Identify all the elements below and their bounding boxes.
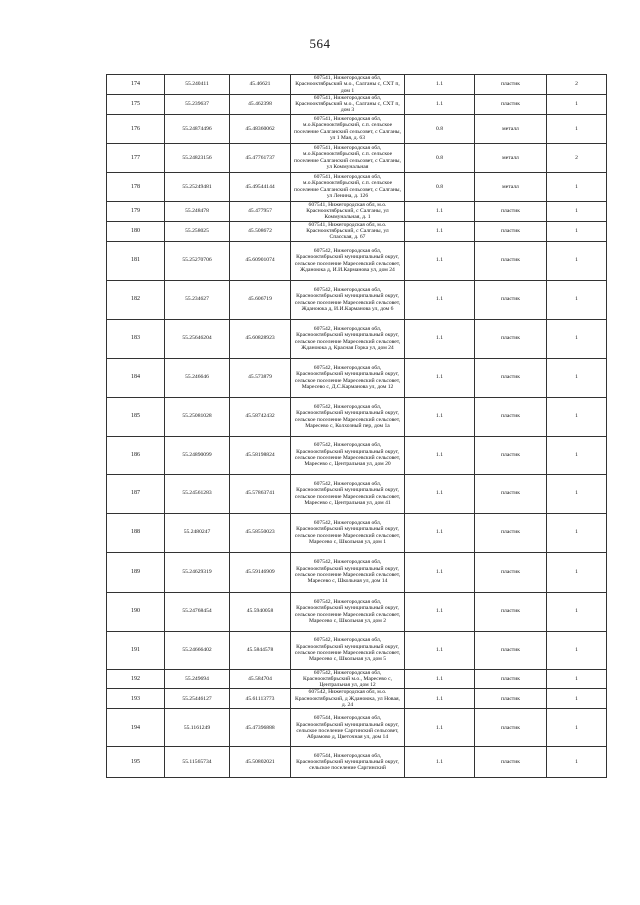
quantity-cell: 1 bbox=[547, 94, 607, 114]
row-number-cell: 183 bbox=[107, 319, 165, 358]
material-cell: пластик bbox=[475, 747, 547, 778]
table-row bbox=[107, 114, 607, 143]
material-cell: пластик bbox=[475, 689, 547, 709]
quantity-cell: 1 bbox=[547, 319, 607, 358]
address-cell: 607542, Нижегородская обл, Краснооктябрьский муниципальный округ, сельское поселение Маресевский сельсовет, Маресево с, Колхозный пер, дом 1а bbox=[291, 397, 405, 436]
volume-cell: 1.1 bbox=[405, 631, 475, 669]
volume-cell: 1.1 bbox=[405, 592, 475, 631]
row-number-cell: 191 bbox=[107, 631, 165, 669]
address-cell: 607542, Нижегородская обл, Краснооктябрьский муниципальный округ, сельское поселение Маресевский сельсовет, Маресево с, Школьная ул, дом 1 bbox=[291, 513, 405, 552]
latitude-cell: 55.248478 bbox=[165, 201, 230, 221]
volume-cell: 1.1 bbox=[405, 397, 475, 436]
latitude-cell: 55.25081028 bbox=[165, 397, 230, 436]
row-number-cell: 175 bbox=[107, 94, 165, 114]
address-cell: 607542, Нижегородская обл, Краснооктябрьский м.о., Маресево с, Центральная ул, дом 12 bbox=[291, 669, 405, 689]
address-cell: 607541, Нижегородская обл, м.о.Краснооктябрьский, с.п. сельское поселение Салганский сельсовет, с Салганы, ул Ленина, д. 126 bbox=[291, 172, 405, 201]
quantity-cell: 1 bbox=[547, 436, 607, 474]
table-row bbox=[107, 747, 607, 778]
quantity-cell: 1 bbox=[547, 474, 607, 513]
longitude-cell: 45.573879 bbox=[230, 358, 291, 397]
row-number-cell: 185 bbox=[107, 397, 165, 436]
volume-cell: 0.8 bbox=[405, 114, 475, 143]
volume-cell: 1.1 bbox=[405, 221, 475, 241]
longitude-cell: 45.57863741 bbox=[230, 474, 291, 513]
material-cell: металл bbox=[475, 114, 547, 143]
quantity-cell: 2 bbox=[547, 143, 607, 172]
material-cell: пластик bbox=[475, 631, 547, 669]
longitude-cell: 45.50802021 bbox=[230, 747, 291, 778]
quantity-cell: 1 bbox=[547, 201, 607, 221]
quantity-cell: 1 bbox=[547, 747, 607, 778]
longitude-cell: 45.59146909 bbox=[230, 552, 291, 592]
row-number-cell: 187 bbox=[107, 474, 165, 513]
table-row bbox=[107, 592, 607, 631]
address-cell: 607542, Нижегородская обл, Краснооктябрьский муниципальный округ, сельское поселение Маресевский сельсовет, Жданоюка д, Красная Горка ул, дом 24 bbox=[291, 319, 405, 358]
table-row bbox=[107, 280, 607, 319]
volume-cell: 0.8 bbox=[405, 143, 475, 172]
longitude-cell: 45.58742432 bbox=[230, 397, 291, 436]
table-row bbox=[107, 201, 607, 221]
latitude-cell: 55.24823156 bbox=[165, 143, 230, 172]
volume-cell: 1.1 bbox=[405, 552, 475, 592]
address-cell: 607541, Нижегородская обл, м.о.Краснооктябрьский, с.п. сельское поселение Салганский сельсовет, с Салганы, ул Коммунальная bbox=[291, 143, 405, 172]
table-row bbox=[107, 474, 607, 513]
quantity-cell: 1 bbox=[547, 709, 607, 747]
volume-cell: 1.1 bbox=[405, 75, 475, 95]
row-number-cell: 176 bbox=[107, 114, 165, 143]
quantity-cell: 1 bbox=[547, 172, 607, 201]
volume-cell: 1.1 bbox=[405, 319, 475, 358]
address-cell: 607542, Нижегородская обл, Краснооктябрьский муниципальный округ, сельское поселение Маресевский сельсовет, Маресево с, Д.С.Карманова ул, дом 12 bbox=[291, 358, 405, 397]
quantity-cell: 2 bbox=[547, 75, 607, 95]
material-cell: пластик bbox=[475, 241, 547, 280]
material-cell: пластик bbox=[475, 201, 547, 221]
row-number-cell: 193 bbox=[107, 689, 165, 709]
row-number-cell: 181 bbox=[107, 241, 165, 280]
quantity-cell: 1 bbox=[547, 552, 607, 592]
volume-cell: 1.1 bbox=[405, 513, 475, 552]
latitude-cell: 55.1161249 bbox=[165, 709, 230, 747]
longitude-cell: 45.46621 bbox=[230, 75, 291, 95]
volume-cell: 1.1 bbox=[405, 689, 475, 709]
volume-cell: 1.1 bbox=[405, 241, 475, 280]
quantity-cell: 1 bbox=[547, 280, 607, 319]
row-number-cell: 188 bbox=[107, 513, 165, 552]
material-cell: пластик bbox=[475, 75, 547, 95]
longitude-cell: 45.48360062 bbox=[230, 114, 291, 143]
quantity-cell: 1 bbox=[547, 241, 607, 280]
longitude-cell: 45.60828923 bbox=[230, 319, 291, 358]
longitude-cell: 45.49544144 bbox=[230, 172, 291, 201]
longitude-cell: 45.606719 bbox=[230, 280, 291, 319]
latitude-cell: 55.239637 bbox=[165, 94, 230, 114]
address-cell: 607542, Нижегородская обл, Краснооктябрьский муниципальный округ, сельское поселение Маресевский сельсовет, Маресево с, Школьная ул, дом 14 bbox=[291, 552, 405, 592]
address-cell: 607544, Нижегородская обл, Краснооктябрьский муниципальный округ, сельское поселение Саргинский сельсовет, Абрамово д, Цветочная ул, дом 14 bbox=[291, 709, 405, 747]
table-row bbox=[107, 143, 607, 172]
material-cell: пластик bbox=[475, 397, 547, 436]
row-number-cell: 179 bbox=[107, 201, 165, 221]
latitude-cell: 55.2480247 bbox=[165, 513, 230, 552]
latitude-cell: 55.258025 bbox=[165, 221, 230, 241]
table-row bbox=[107, 241, 607, 280]
longitude-cell: 45.5940058 bbox=[230, 592, 291, 631]
row-number-cell: 190 bbox=[107, 592, 165, 631]
row-number-cell: 174 bbox=[107, 75, 165, 95]
latitude-cell: 55.24666402 bbox=[165, 631, 230, 669]
longitude-cell: 45.58550023 bbox=[230, 513, 291, 552]
quantity-cell: 1 bbox=[547, 114, 607, 143]
address-cell: 607541, Нижегородская обл, м.о. Краснооктябрьский, с Салганы, ул Спасская, д. 67 bbox=[291, 221, 405, 241]
table-row bbox=[107, 94, 607, 114]
table-row bbox=[107, 513, 607, 552]
latitude-cell: 55.25249481 bbox=[165, 172, 230, 201]
volume-cell: 0.8 bbox=[405, 172, 475, 201]
table-row bbox=[107, 669, 607, 689]
row-number-cell: 182 bbox=[107, 280, 165, 319]
volume-cell: 1.1 bbox=[405, 280, 475, 319]
table-row bbox=[107, 358, 607, 397]
latitude-cell: 55.24890099 bbox=[165, 436, 230, 474]
material-cell: пластик bbox=[475, 552, 547, 592]
longitude-cell: 45.47761737 bbox=[230, 143, 291, 172]
volume-cell: 1.1 bbox=[405, 474, 475, 513]
row-number-cell: 177 bbox=[107, 143, 165, 172]
material-cell: металл bbox=[475, 172, 547, 201]
material-cell: пластик bbox=[475, 669, 547, 689]
row-number-cell: 189 bbox=[107, 552, 165, 592]
row-number-cell: 180 bbox=[107, 221, 165, 241]
longitude-cell: 45.61113773 bbox=[230, 689, 291, 709]
longitude-cell: 45.508672 bbox=[230, 221, 291, 241]
quantity-cell: 1 bbox=[547, 631, 607, 669]
volume-cell: 1.1 bbox=[405, 709, 475, 747]
volume-cell: 1.1 bbox=[405, 358, 475, 397]
row-number-cell: 178 bbox=[107, 172, 165, 201]
address-cell: 607541, Нижегородская обл, Краснооктябрьский м.о., Салганы с, СХТ п, дом 1 bbox=[291, 75, 405, 95]
volume-cell: 1.1 bbox=[405, 747, 475, 778]
latitude-cell: 55.246646 bbox=[165, 358, 230, 397]
table-row bbox=[107, 436, 607, 474]
material-cell: пластик bbox=[475, 358, 547, 397]
table-row bbox=[107, 631, 607, 669]
latitude-cell: 55.234627 bbox=[165, 280, 230, 319]
address-cell: 607542, Нижегородская обл, Краснооктябрьский муниципальный округ, сельское поселение Маресевский сельсовет, Маресево с, Центральная ул, дом 41 bbox=[291, 474, 405, 513]
latitude-cell: 55.24874496 bbox=[165, 114, 230, 143]
address-cell: 607542, Нижегородская обл, Краснооктябрьский муниципальный округ, сельское поселение Маресевский сельсовет, Маресево с, Школьная ул, дом 2 bbox=[291, 592, 405, 631]
longitude-cell: 45.47396888 bbox=[230, 709, 291, 747]
quantity-cell: 1 bbox=[547, 689, 607, 709]
address-cell: 607542, Нижегородская обл, Краснооктябрьский муниципальный округ, сельское поселение Маресевский сельсовет, Жданоюка д, И.И.Карманова ул, дом 6 bbox=[291, 280, 405, 319]
row-number-cell: 192 bbox=[107, 669, 165, 689]
material-cell: металл bbox=[475, 143, 547, 172]
material-cell: пластик bbox=[475, 513, 547, 552]
quantity-cell: 1 bbox=[547, 592, 607, 631]
longitude-cell: 45.58198824 bbox=[230, 436, 291, 474]
quantity-cell: 1 bbox=[547, 669, 607, 689]
longitude-cell: 45.584704 bbox=[230, 669, 291, 689]
address-cell: 607544, Нижегородская обл, Краснооктябрьский муниципальный округ, сельское поселение Саргинский bbox=[291, 747, 405, 778]
quantity-cell: 1 bbox=[547, 358, 607, 397]
quantity-cell: 1 bbox=[547, 397, 607, 436]
volume-cell: 1.1 bbox=[405, 201, 475, 221]
material-cell: пластик bbox=[475, 709, 547, 747]
latitude-cell: 55.24561283 bbox=[165, 474, 230, 513]
table-row bbox=[107, 75, 607, 95]
material-cell: пластик bbox=[475, 319, 547, 358]
row-number-cell: 195 bbox=[107, 747, 165, 778]
row-number-cell: 184 bbox=[107, 358, 165, 397]
latitude-cell: 55.249694 bbox=[165, 669, 230, 689]
latitude-cell: 55.25446127 bbox=[165, 689, 230, 709]
latitude-cell: 55.24768454 bbox=[165, 592, 230, 631]
table-row bbox=[107, 689, 607, 709]
latitude-cell: 55.24629319 bbox=[165, 552, 230, 592]
material-cell: пластик bbox=[475, 474, 547, 513]
data-table bbox=[106, 74, 607, 778]
table-row bbox=[107, 221, 607, 241]
material-cell: пластик bbox=[475, 280, 547, 319]
address-cell: 607541, Нижегородская обл, м.о. Краснооктябрьский, с Салганы, ул Коммунальная, д. 1 bbox=[291, 201, 405, 221]
volume-cell: 1.1 bbox=[405, 436, 475, 474]
table-row bbox=[107, 397, 607, 436]
material-cell: пластик bbox=[475, 221, 547, 241]
latitude-cell: 55.25270706 bbox=[165, 241, 230, 280]
volume-cell: 1.1 bbox=[405, 669, 475, 689]
address-cell: 607541, Нижегородская обл, Краснооктябрьский м.о., Салганы с, СХТ п, дом 3 bbox=[291, 94, 405, 114]
address-cell: 607542, Нижегородская обл, Краснооктябрьский муниципальный округ, сельское поселение Маресевский сельсовет, Жданоюка д, И.И.Карманова ул, дом 24 bbox=[291, 241, 405, 280]
longitude-cell: 45.462398 bbox=[230, 94, 291, 114]
longitude-cell: 45.477957 bbox=[230, 201, 291, 221]
latitude-cell: 55.240411 bbox=[165, 75, 230, 95]
longitude-cell: 45.60901074 bbox=[230, 241, 291, 280]
table-row bbox=[107, 709, 607, 747]
quantity-cell: 1 bbox=[547, 513, 607, 552]
material-cell: пластик bbox=[475, 592, 547, 631]
latitude-cell: 55.25646204 bbox=[165, 319, 230, 358]
address-cell: 607542, Нижегородская обл, Краснооктябрьский муниципальный округ, сельское поселение Маресевский сельсовет, Маресево с, Центральная ул, дом 20 bbox=[291, 436, 405, 474]
table-row bbox=[107, 552, 607, 592]
address-cell: 607541, Нижегородская обл, м.о.Краснооктябрьский, с.п. сельское поселение Салганский сельсовет, с Салганы, ул 1 Мая, д. 63 bbox=[291, 114, 405, 143]
material-cell: пластик bbox=[475, 436, 547, 474]
quantity-cell: 1 bbox=[547, 221, 607, 241]
table-body bbox=[107, 75, 607, 778]
address-cell: 607542, Нижегородская обл, Краснооктябрьский муниципальный округ, сельское поселение Маресевский сельсовет, Маресево с, Школьная ул, дом 5 bbox=[291, 631, 405, 669]
address-cell: 607542, Нижегородская обл, м.о. Краснооктябрьский, д Жданоюка, ул Новая, д. 24 bbox=[291, 689, 405, 709]
latitude-cell: 55.11565734 bbox=[165, 747, 230, 778]
table-row bbox=[107, 172, 607, 201]
material-cell: пластик bbox=[475, 94, 547, 114]
page-number: 564 bbox=[309, 36, 331, 51]
row-number-cell: 186 bbox=[107, 436, 165, 474]
longitude-cell: 45.5844578 bbox=[230, 631, 291, 669]
row-number-cell: 194 bbox=[107, 709, 165, 747]
table-row bbox=[107, 319, 607, 358]
volume-cell: 1.1 bbox=[405, 94, 475, 114]
